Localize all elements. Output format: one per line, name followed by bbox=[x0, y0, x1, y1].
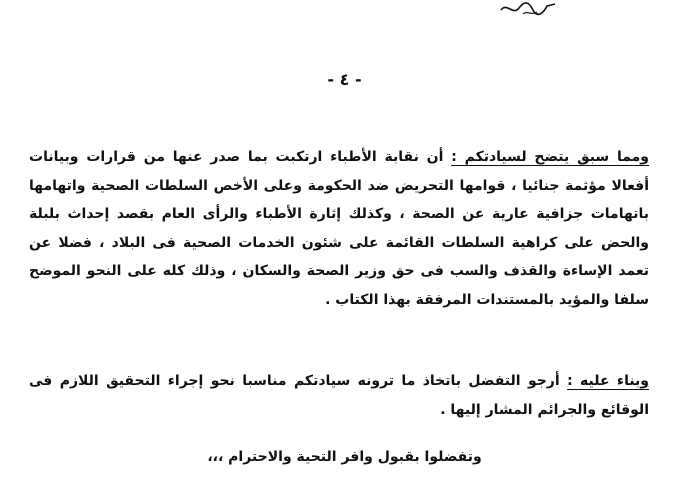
paragraph-request-lead: وبناء عليه : bbox=[567, 373, 649, 389]
closing-salutation: وتفضلوا بقبول وافر التحية والاحترام ،،، bbox=[207, 449, 482, 465]
paragraph-conclusion-body: أن نقابة الأطباء ارتكبت بما صدر عنها من قرارات وبيانات أفعالا مؤثمة جنائيا ، قوامها التحريض ضد الحكومة وعلى الأخص السلطات الصحية واتهامها باتهامات جزافية عارية عن الصحة ، وكذلك إثارة الأطباء والرأى العام بقصد إحداث بلبلة والحض على كراهية السلطات القائمة على شئون الخدمات الصحية فى البلاد ، فضلا عن تعمد الإساءة والقذف والسب فى حق وزير الصحة والسكان ، وذلك كله على النحو الموضح سلفا والمؤيد بالمستندات المرفقة بهذا الكتاب . bbox=[29, 149, 649, 308]
paragraph-request bbox=[29, 367, 649, 424]
paragraph-conclusion-lead: ومما سبق يتضح لسيادتكم : bbox=[451, 149, 650, 165]
paragraph-request-body: أرجو التفضل باتخاذ ما ترونه سيادتكم مناسبا نحو إجراء التحقيق اللازم فى الوقائع والجرائم المشار إليها . bbox=[29, 373, 649, 418]
signature-mark bbox=[499, 0, 559, 18]
paragraph-conclusion bbox=[29, 143, 649, 315]
page-number: - ٤ - bbox=[327, 70, 362, 89]
